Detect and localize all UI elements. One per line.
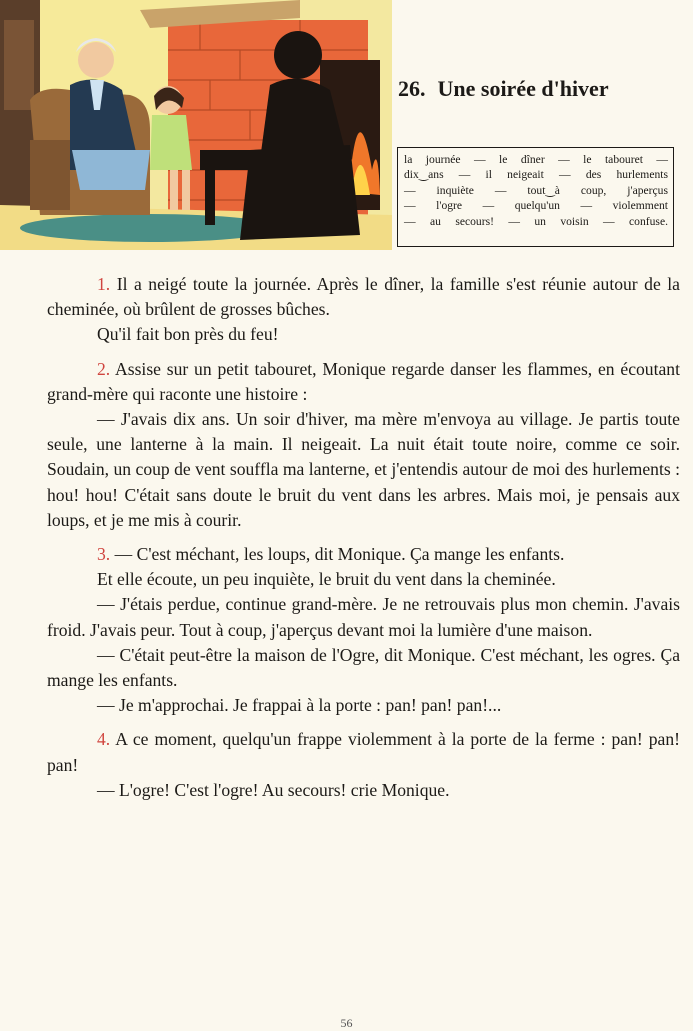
paragraph (47, 407, 680, 533)
paragraph (47, 567, 680, 592)
paragraph-text: — C'est méchant, les loups, dit Monique. Ça mange les enfants. (114, 544, 565, 565)
paragraph-text: Il a neigé toute la journée. Après le dîner, la famille s'est réunie autour de la cheminée, où brûlent de grosses bûches. (47, 274, 680, 320)
paragraph (47, 322, 680, 347)
vocabulary-line: — l'ogre — quelqu'un — violemment (404, 199, 668, 213)
paragraph (47, 272, 680, 322)
vocabulary-line: — au secours! — un voisin — confuse. (404, 214, 668, 228)
paragraph (47, 643, 680, 693)
paragraph (47, 592, 680, 642)
illustration-fireside-scene (0, 0, 392, 250)
paragraph-number: 3. (97, 544, 111, 565)
paragraph (47, 727, 680, 777)
vocabulary-line: — inquiète — tout‿à coup, j'aperçus (404, 183, 668, 197)
lesson-title (398, 76, 609, 102)
vocabulary-line: dix‿ans — il neigeait — des hurlements (404, 168, 668, 182)
lesson-number: 26. (398, 76, 426, 101)
paragraph-text: — L'ogre! C'est l'ogre! Au secours! crie Monique. (97, 779, 450, 800)
paragraph-text: — J'avais dix ans. Un soir d'hiver, ma mère m'envoya au village. Je partis toute seule, une lanterne à la main. Il neigeait. La nuit était toute noire, comme ce soir. Soudain, un coup de vent souffla ma lanterne, et j'entendis autour de moi des hurlements : hou! hou! C'était sans doute le bruit du vent dans les arbres. Mais moi, je pensais aux loups, et je me mis à courir. (47, 409, 680, 530)
vocabulary-box (397, 147, 674, 247)
paragraph-number: 4. (97, 729, 111, 750)
paragraph-number: 2. (97, 358, 111, 379)
paragraph (47, 778, 680, 803)
paragraph-text: Assise sur un petit tabouret, Monique regarde danser les flammes, en écoutant grand-mère qui raconte une histoire : (47, 358, 680, 404)
page-number: 56 (340, 1016, 353, 1030)
paragraph-text: — C'était peut-être la maison de l'Ogre, dit Monique. C'est méchant, les ogres. Ça mange les enfants. (47, 644, 680, 691)
paragraph (47, 693, 680, 718)
paragraph-text: A ce moment, quelqu'un frappe violemment à la porte de la ferme : pan! pan! pan! (47, 729, 680, 775)
reading-text (47, 272, 680, 803)
lesson-title-text: Une soirée d'hiver (437, 76, 609, 101)
paragraph-text: Et elle écoute, un peu inquiète, le bruit du vent dans la cheminée. (97, 569, 556, 590)
paragraph-text: — J'étais perdue, continue grand-mère. Je ne retrouvais plus mon chemin. J'avais froid. J'avais peur. Tout à coup, j'aperçus devant moi la lumière d'une maison. (47, 594, 680, 640)
paragraph (47, 357, 680, 407)
vocabulary-line: la journée — le dîner — le tabouret — (404, 153, 668, 166)
paragraph-text: — Je m'approchai. Je frappai à la porte : pan! pan! pan!... (97, 695, 502, 716)
paragraph-number: 1. (97, 274, 111, 294)
paragraph-text: Qu'il fait bon près du feu! (97, 324, 279, 345)
paragraph (47, 542, 680, 567)
